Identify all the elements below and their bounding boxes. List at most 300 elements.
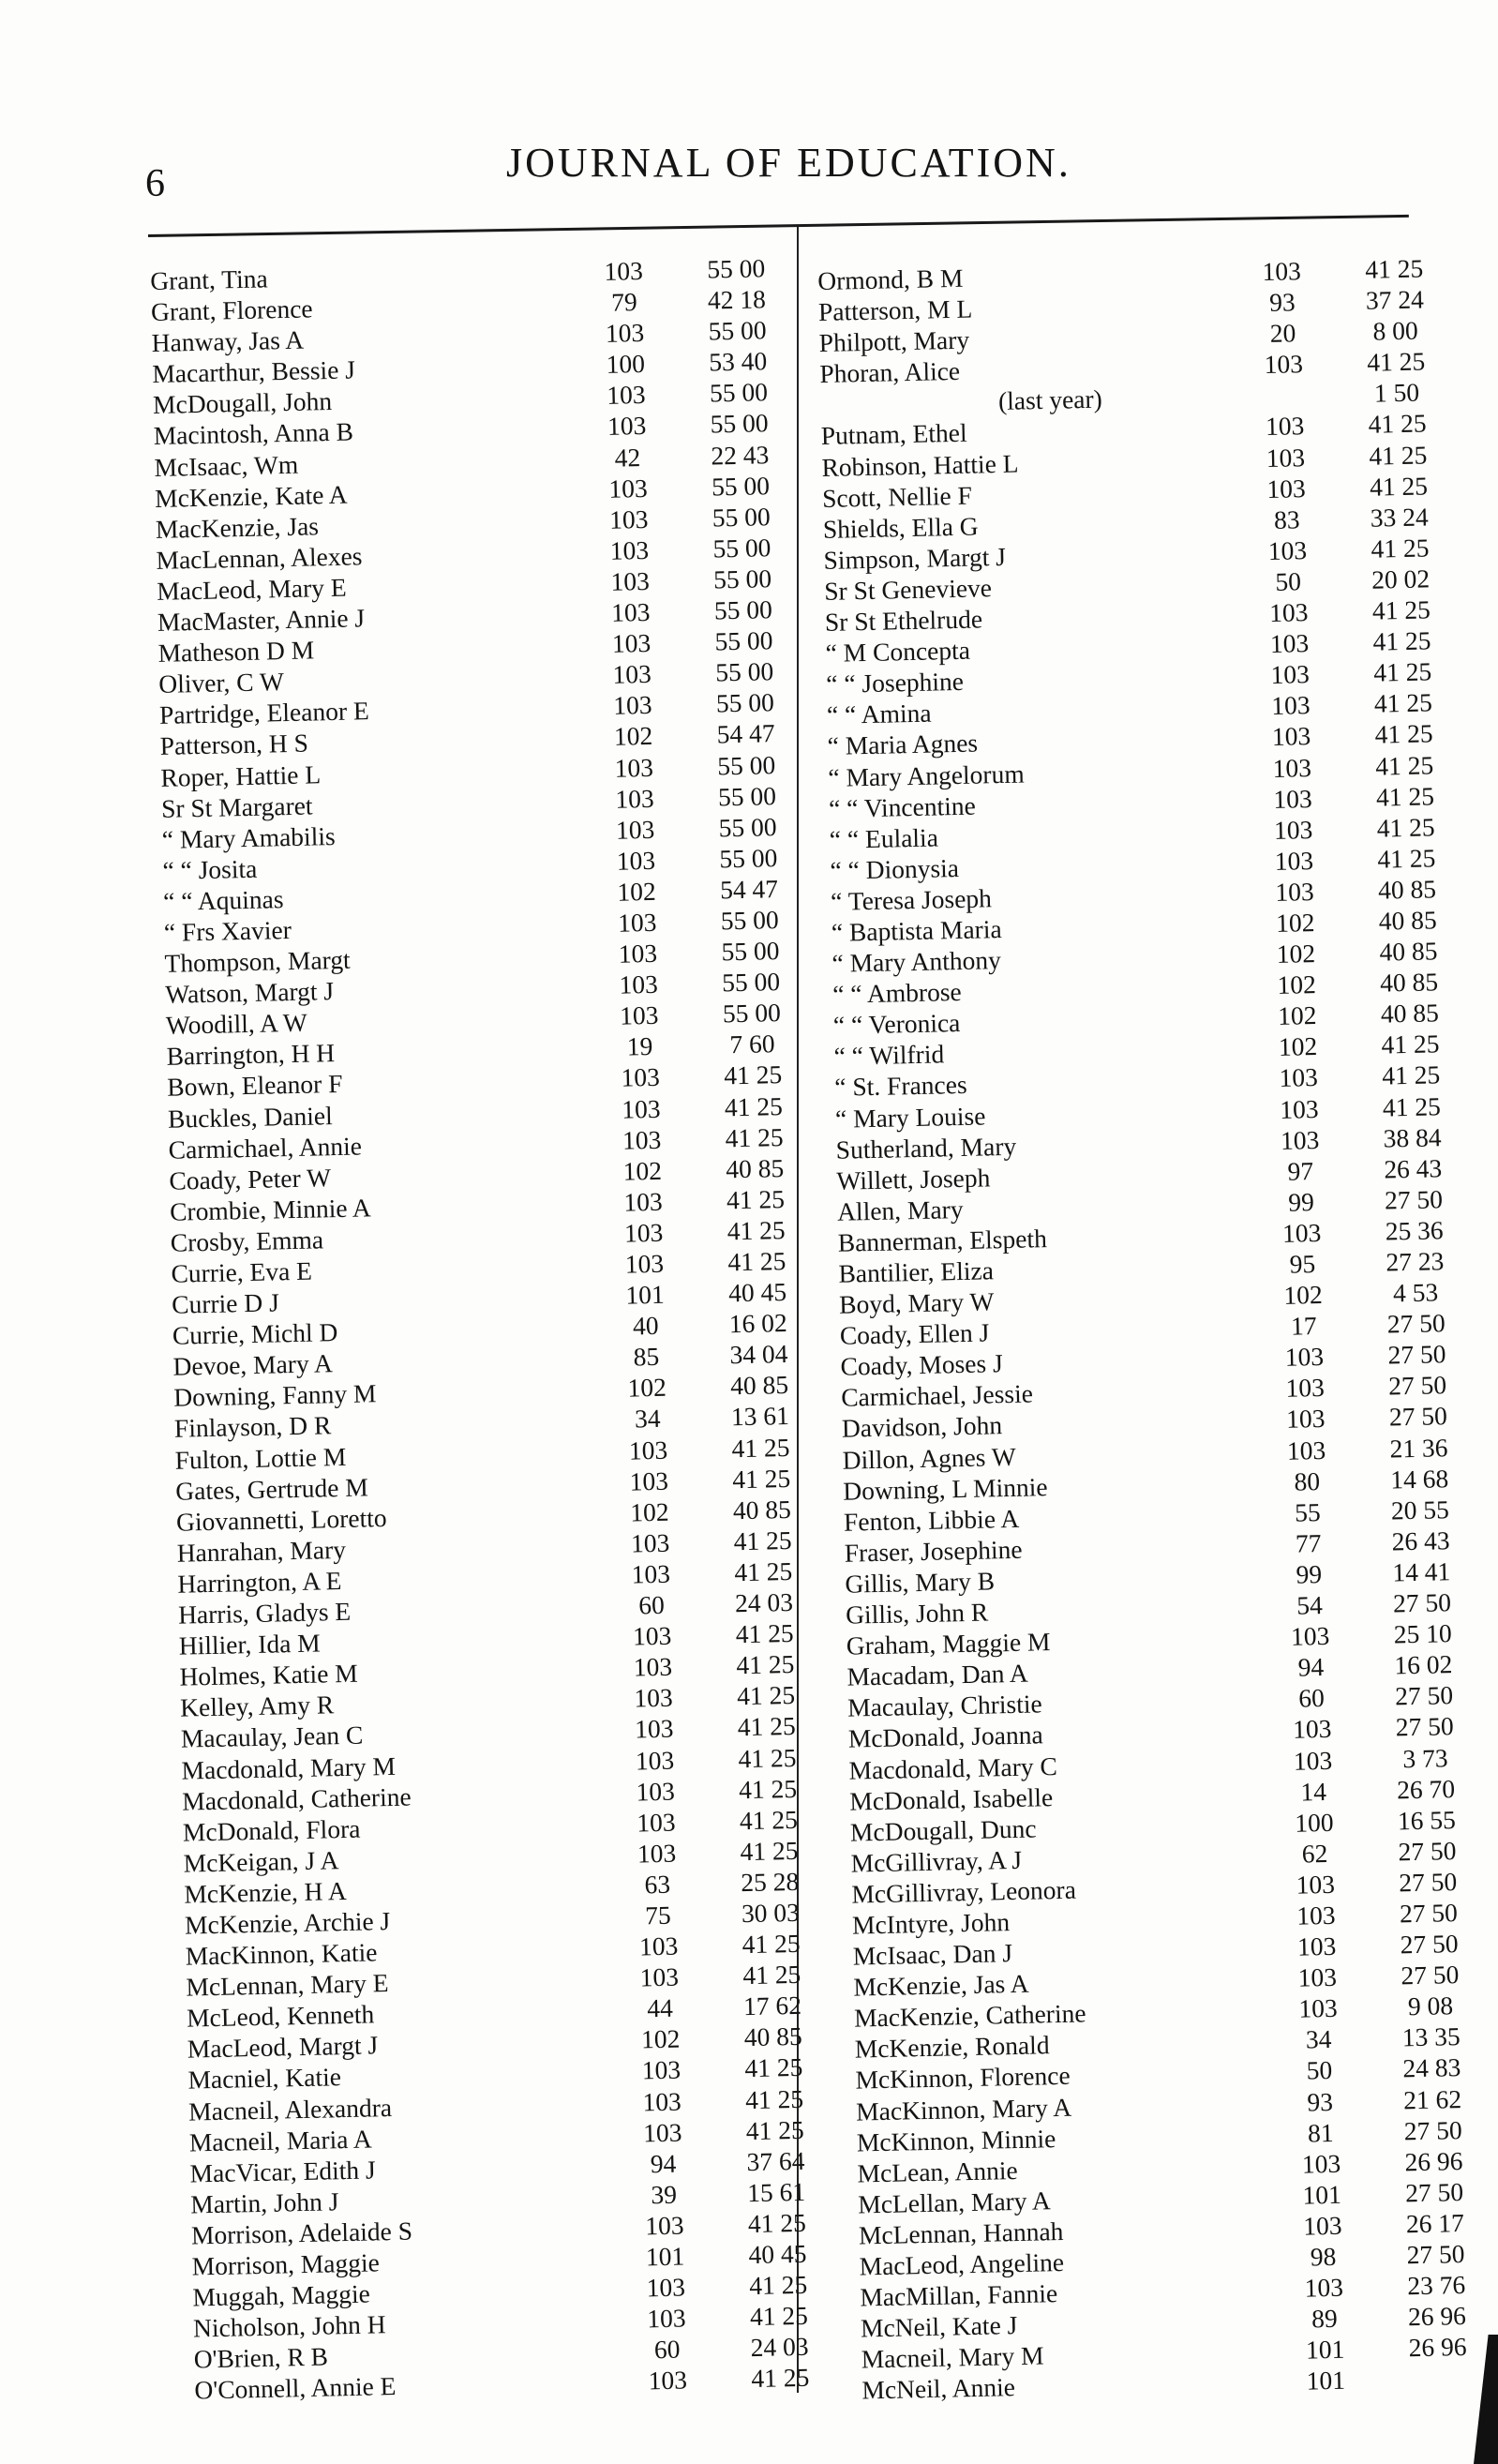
entry-days: 103: [611, 628, 652, 658]
entry-amount: 41 25: [740, 1835, 799, 1866]
entry-days: 101: [645, 2241, 685, 2272]
entry-name: McLellan, Mary A: [857, 2186, 1052, 2219]
entry-days: 103: [1296, 1931, 1337, 1961]
entry-days: 63: [644, 1869, 671, 1900]
entry-amount: 41 25: [1369, 471, 1429, 502]
entry-days: 60: [1298, 1683, 1326, 1713]
entry-days: 34: [1305, 2024, 1332, 2054]
entry-name: McKenzie, H A: [184, 1875, 348, 1909]
entry-days: 103: [617, 907, 657, 938]
entry-days: 103: [1279, 1093, 1319, 1124]
entry-days: 102: [1276, 939, 1316, 969]
entry-name: McKenzie, Jas A: [853, 1968, 1029, 2002]
entry-days: 103: [1297, 1961, 1338, 1992]
entry-name: Martin, John J: [189, 2186, 339, 2219]
entry-days: 103: [619, 969, 659, 999]
entry-name: Dillon, Agnes W: [842, 1441, 1017, 1475]
entry-name: “ Maria Agnes: [827, 728, 979, 761]
entry-days: 103: [1273, 783, 1312, 814]
entry-days: 102: [1278, 1031, 1318, 1062]
entry-amount: 55 00: [711, 470, 771, 502]
entry-amount: 41 25: [723, 1059, 783, 1090]
entry-name: Woodill, A W: [165, 1007, 308, 1041]
entry-name: Bantilier, Eliza: [838, 1255, 995, 1288]
entry-name: Grant, Florence: [150, 293, 313, 327]
entry-name: Coady, Peter W: [169, 1162, 332, 1195]
entry-amount: 41 25: [742, 1928, 801, 1960]
entry-amount: 38 84: [1383, 1121, 1442, 1153]
entry-amount: 53 40: [709, 346, 768, 377]
entry-amount: 24 83: [1402, 2052, 1461, 2083]
entry-days: 103: [604, 255, 644, 286]
entry-days: 89: [1311, 2304, 1339, 2334]
entry-days: 103: [641, 2055, 682, 2085]
right-column-list: [817, 253, 1498, 2407]
entry-days: 50: [1306, 2055, 1333, 2085]
entry-amount: 41 25: [1364, 253, 1424, 284]
entry-name: McLennan, Hannah: [858, 2216, 1064, 2250]
entry-amount: 3 73: [1402, 1742, 1448, 1773]
entry-amount: 40 85: [732, 1494, 792, 1525]
entry-amount: 55 00: [714, 625, 773, 656]
entry-name: “ St. Frances: [834, 1070, 967, 1103]
entry-days: 103: [1279, 1062, 1319, 1093]
entry-days: 19: [626, 1031, 653, 1061]
entry-name: Philpott, Mary: [818, 324, 970, 358]
entry-days: 103: [1301, 2148, 1341, 2179]
entry-amount: 41 25: [733, 1525, 792, 1556]
entry-amount: 27 50: [1399, 1898, 1459, 1929]
entry-days: 103: [607, 411, 647, 442]
entry-amount: 41 25: [727, 1246, 786, 1277]
entry-amount: 7 60: [729, 1029, 775, 1059]
entry-name: Macneil, Mary M: [861, 2340, 1044, 2374]
entry-days: 103: [1266, 473, 1307, 503]
entry-days: 103: [610, 565, 651, 596]
entry-amount: 41 25: [1375, 780, 1435, 812]
entry-name: Nicholson, John H: [192, 2309, 386, 2343]
entry-name: Crosby, Emma: [170, 1224, 324, 1257]
entry-name: Patterson, M L: [817, 293, 973, 327]
entry-amount: 55 00: [720, 905, 779, 936]
entry-amount: 25 10: [1393, 1618, 1452, 1649]
entry-amount: 41 25: [726, 1183, 786, 1215]
entry-days: 103: [612, 659, 652, 689]
entry-name: MacKenzie, Catherine: [853, 1998, 1086, 2033]
entry-name: “ Frs Xavier: [163, 914, 292, 947]
entry-name: Macneil, Maria A: [188, 2124, 372, 2157]
entry-days: 103: [1302, 2210, 1342, 2241]
entry-amount: 22 43: [711, 439, 770, 471]
entry-amount: 26 96: [1404, 2145, 1463, 2177]
entry-days: 103: [1268, 597, 1309, 628]
entry-amount: 41 25: [736, 1649, 795, 1680]
entry-days: 62: [1301, 1838, 1328, 1869]
entry-amount: 41 25: [1373, 687, 1433, 718]
entry-days: 55: [1294, 1496, 1322, 1527]
entry-amount: 27 50: [1395, 1711, 1455, 1742]
entry-amount: 55 00: [721, 936, 780, 967]
entry-amount: 41 25: [1377, 843, 1436, 874]
entry-days: 60: [653, 2334, 681, 2365]
entry-amount: 40 45: [727, 1277, 787, 1308]
entry-days: 14: [1300, 1776, 1327, 1807]
entry-days: 103: [631, 1558, 671, 1589]
entry-days: 102: [1277, 969, 1317, 1000]
entry-name: Hanrahan, Mary: [176, 1534, 347, 1568]
entry-name: Downing, L Minnie: [843, 1471, 1048, 1506]
entry-name: Allen, Mary: [836, 1194, 964, 1226]
entry-days: 103: [1285, 1404, 1326, 1435]
entry-name: Currie D J: [171, 1287, 280, 1319]
entry-name: McDougall, John: [152, 386, 333, 420]
entry-days: 103: [1296, 1900, 1336, 1931]
entry-days: 103: [1292, 1714, 1332, 1745]
entry-name: McIsaac, Wm: [154, 449, 299, 482]
entry-amount: 41 25: [724, 1090, 784, 1121]
entry-name: “ Mary Angelorum: [828, 759, 1025, 792]
entry-amount: 17 62: [742, 1991, 802, 2021]
entry-days: 103: [636, 1776, 676, 1807]
entry-amount: 41 25: [747, 2207, 807, 2239]
entry-days: 103: [642, 2117, 682, 2148]
entry-name: Downing, Fanny M: [172, 1378, 377, 1413]
entry-name: Watson, Margt J: [164, 976, 335, 1009]
entry-days: 103: [1265, 411, 1305, 442]
entry-days: 101: [1302, 2179, 1342, 2210]
entry-days: 103: [648, 2365, 688, 2396]
entry-amount: 41 25: [727, 1214, 786, 1246]
entry-name: MacVicar, Edith J: [189, 2155, 376, 2188]
entry-name: MacKenzie, Jas: [155, 511, 320, 544]
entry-amount: 21 36: [1389, 1432, 1448, 1464]
entry-amount: 9 08: [1407, 1991, 1454, 2021]
entry-days: 103: [639, 1961, 680, 1992]
entry-days: 103: [1285, 1373, 1326, 1404]
entry-amount: 41 25: [751, 2363, 810, 2394]
entry-name: Simpson, Margt J: [823, 541, 1007, 575]
entry-amount: 41 25: [744, 2083, 804, 2114]
entry-amount: 41 25: [725, 1121, 784, 1152]
entry-amount: 33 24: [1370, 502, 1429, 533]
entry-amount: 55 00: [708, 315, 767, 346]
entry-days: 103: [1290, 1621, 1330, 1651]
entry-name: Oliver, C W: [158, 667, 285, 699]
entry-days: 103: [1272, 752, 1312, 783]
entry-name: Fraser, Josephine: [844, 1534, 1023, 1568]
entry-days: 103: [1281, 1217, 1322, 1248]
entry-name: Macadam, Dan A: [846, 1658, 1028, 1691]
entry-amount: 55 00: [717, 780, 777, 812]
entry-amount: 55 00: [719, 842, 778, 874]
entry-days: 103: [1267, 534, 1308, 565]
entry-days: 103: [614, 752, 654, 783]
entry-amount: 26 17: [1405, 2207, 1465, 2239]
entry-days: 103: [622, 1124, 662, 1155]
entry-name: O'Brien, R B: [193, 2341, 329, 2374]
entry-amount: 41 25: [1371, 533, 1430, 563]
entry-amount: 41 25: [734, 1555, 793, 1587]
journal-title: JOURNAL OF EDUCATION.: [506, 140, 1071, 186]
entry-days: 103: [1274, 845, 1314, 876]
entry-days: 103: [612, 690, 652, 721]
entry-days: 99: [1296, 1558, 1323, 1589]
entry-name: Kelley, Amy R: [179, 1690, 335, 1722]
entry-amount: 55 00: [714, 656, 774, 687]
entry-amount: 15 61: [746, 2176, 806, 2207]
entry-name: Fulton, Lottie M: [174, 1441, 347, 1475]
entry-amount: 41 25: [731, 1463, 791, 1494]
entry-name: Macniel, Katie: [187, 2062, 342, 2096]
entry-days: 100: [606, 349, 646, 380]
entry-name: McLean, Annie: [857, 2155, 1018, 2188]
entry-amount: 55 00: [717, 749, 776, 780]
entry-name: McGillivray, Leonora: [851, 1874, 1077, 1909]
entry-amount: 41 25: [1367, 346, 1426, 378]
entry-days: 100: [1294, 1807, 1334, 1838]
entry-days: 103: [637, 1838, 677, 1869]
entry-amount: 41 25: [736, 1680, 796, 1711]
entry-name: Partridge, Eleanor E: [158, 696, 370, 730]
entry-name: McKeigan, J A: [183, 1844, 339, 1878]
entry-days: 103: [646, 2272, 686, 2303]
entry-amount: 13 61: [730, 1401, 790, 1432]
entry-amount: 27 50: [1387, 1370, 1447, 1401]
entry-name: Devoe, Mary A: [172, 1348, 334, 1382]
entry-name: Morrison, Maggie: [191, 2247, 381, 2281]
entry-amount: 27 50: [1386, 1308, 1446, 1339]
entry-amount: 41 25: [748, 2269, 808, 2301]
entry-amount: 24 03: [734, 1586, 794, 1618]
entry-name: Scott, Nellie F: [821, 480, 973, 513]
entry-name: Coady, Moses J: [840, 1348, 1004, 1382]
entry-name: “ Mary Anthony: [831, 945, 1002, 978]
entry-days: 102: [627, 1373, 667, 1403]
entry-days: 97: [1287, 1155, 1314, 1186]
entry-name: Giovannetti, Loretto: [175, 1502, 387, 1537]
entry-days: 103: [1273, 814, 1313, 845]
entry-name: Harrington, A E: [177, 1565, 342, 1599]
entry-amount: 55 00: [721, 967, 781, 998]
entry-name: “ “ Amina: [826, 698, 932, 730]
entry-amount: 55 00: [706, 253, 766, 284]
entry-name: Harris, Gladys E: [177, 1596, 352, 1630]
entry-days: 103: [621, 1093, 661, 1124]
entry-days: 39: [651, 2179, 678, 2210]
entry-amount: 41 25: [1382, 1090, 1442, 1122]
entry-name: Macdonald, Catherine: [181, 1781, 412, 1816]
entry-name: MacMaster, Annie J: [157, 603, 366, 637]
entry-name: Sr St Ethelrude: [824, 604, 983, 637]
entry-name: Currie, Michl D: [172, 1317, 338, 1350]
entry-name: Macneil, Alexandra: [187, 2092, 393, 2126]
entry-name: Shields, Ella G: [822, 511, 979, 544]
entry-name: MacLeod, Angeline: [859, 2246, 1065, 2281]
entry-amount: 41 25: [749, 2300, 809, 2332]
entry-amount: 30 03: [741, 1897, 801, 1929]
entry-days: 103: [618, 938, 658, 969]
entry-amount: 27 50: [1403, 2114, 1463, 2145]
entry-days: 44: [646, 1992, 674, 2023]
entry-name: Hillier, Ida M: [178, 1628, 321, 1660]
entry-name: McLennan, Mary E: [186, 1968, 389, 2002]
entry-days: 103: [624, 1248, 665, 1279]
entry-amount: 24 03: [750, 2332, 809, 2363]
entry-days: 103: [1275, 876, 1315, 907]
entry-name: Currie, Eva E: [171, 1255, 313, 1288]
entry-days: 20: [1269, 318, 1296, 349]
entry-amount: 27 50: [1398, 1866, 1458, 1898]
entry-days: 54: [1296, 1590, 1324, 1620]
entry-amount: 55 00: [718, 811, 777, 843]
entry-amount: 25 28: [740, 1866, 800, 1898]
entry-name: Boyd, Mary W: [838, 1286, 995, 1319]
entry-name: MacKinnon, Katie: [185, 1937, 378, 1971]
entry-days: 85: [633, 1342, 660, 1372]
entry-amount: 26 70: [1396, 1773, 1456, 1804]
entry-days: 103: [635, 1745, 675, 1776]
entry-amount: 55 00: [710, 408, 769, 439]
entry-name: Macdonald, Mary C: [848, 1750, 1058, 1785]
entry-name: Sr St Genevieve: [823, 573, 993, 606]
entry-days: 50: [1275, 566, 1302, 596]
entry-amount: 41 25: [742, 1960, 801, 1991]
entry-amount: 27 50: [1406, 2239, 1465, 2270]
entry-amount: 55 00: [712, 501, 771, 533]
entry-name: Carmichael, Jessie: [840, 1378, 1034, 1413]
entry-amount: 34 04: [729, 1339, 788, 1370]
entry-days: 93: [1268, 287, 1296, 318]
entry-amount: 41 25: [1369, 439, 1428, 471]
entry-amount: 14 68: [1389, 1463, 1449, 1495]
entry-days: 103: [608, 473, 649, 503]
entry-days: 103: [623, 1186, 663, 1217]
entry-name: “ “ Vincentine: [828, 790, 977, 823]
entry-amount: 27 50: [1388, 1401, 1448, 1432]
entry-days: 103: [619, 1000, 659, 1030]
entry-amount: 40 85: [1379, 967, 1439, 998]
entry-days: 103: [610, 596, 651, 627]
entry-name: Ormond, B M: [817, 263, 964, 295]
entry-days: 101: [625, 1279, 666, 1310]
entry-amount: 16 55: [1397, 1804, 1457, 1836]
entry-amount: 40 85: [1379, 936, 1438, 967]
entry-amount: 40 85: [729, 1370, 789, 1401]
entry-amount: 41 25: [1376, 812, 1435, 843]
entry-amount: 40 45: [748, 2238, 807, 2270]
entry-name: Macdonald, Mary M: [181, 1750, 397, 1785]
entry-amount: 41 25: [745, 2114, 805, 2145]
entry-name: Sr St Margaret: [160, 790, 313, 823]
entry-amount: 26 96: [1407, 2301, 1467, 2332]
entry-name: McIntyre, John: [851, 1907, 1011, 1940]
entry-name: McKenzie, Archie J: [184, 1905, 391, 1940]
entry-name: Bannerman, Elspeth: [837, 1224, 1048, 1257]
entry-amount: 27 50: [1392, 1587, 1452, 1618]
entry-name: McIsaac, Dan J: [852, 1938, 1013, 1971]
entry-days: 103: [629, 1465, 669, 1496]
entry-name: Matheson D M: [157, 635, 315, 669]
entry-amount: 41 25: [1371, 594, 1431, 625]
entry-days: 103: [1269, 628, 1310, 659]
entry-days: 103: [1284, 1342, 1325, 1373]
entry-days: 103: [632, 1620, 672, 1651]
entry-name: “ Teresa Joseph: [830, 883, 993, 916]
entry-days: 103: [634, 1714, 674, 1744]
entry-amount: 37 24: [1365, 284, 1425, 315]
entry-days: 60: [637, 1589, 666, 1620]
entry-name: McDonald, Isabelle: [848, 1781, 1054, 1816]
entry-name: Macaulay, Christie: [846, 1689, 1042, 1722]
entry-amount: 37 64: [746, 2145, 805, 2176]
entry-amount: 41 25: [731, 1432, 790, 1463]
entry-name: “ “ Josita: [162, 853, 258, 885]
entry-days: 103: [1270, 659, 1311, 690]
entry-name: “ M Concepta: [825, 635, 971, 669]
entry-days: 103: [642, 2086, 682, 2116]
entry-name: Thompson, Margt: [164, 944, 351, 978]
entry-days: 103: [605, 318, 645, 349]
entry-days: 102: [629, 1496, 669, 1527]
entry-amount: 27 50: [1404, 2176, 1464, 2208]
entry-days: 103: [1266, 442, 1306, 473]
entry-days: 103: [623, 1217, 664, 1248]
entry-days: 102: [640, 2023, 681, 2054]
entry-name: McDougall, Dunc: [849, 1813, 1037, 1847]
entry-days: 102: [617, 876, 657, 907]
entry-name: Finlayson, D R: [173, 1410, 332, 1444]
entry-amount: 54 47: [716, 718, 775, 749]
entry-name: MacMillan, Fannie: [860, 2278, 1058, 2312]
entry-name: MacKinnon, Mary A: [855, 2092, 1072, 2126]
entry-days: 103: [630, 1527, 670, 1558]
entry-amount: 41 25: [737, 1711, 797, 1742]
entry-days: 99: [1287, 1186, 1315, 1217]
entry-days: 102: [1275, 908, 1315, 938]
entry-name: McLeod, Kenneth: [186, 1999, 375, 2033]
entry-name: Morrison, Adelaide S: [190, 2216, 413, 2250]
entry-name: McDonald, Flora: [182, 1813, 361, 1847]
entry-amount: 13 35: [1401, 2021, 1461, 2052]
entry-amount: 26 43: [1391, 1525, 1450, 1556]
entry-name: “ “ Dionysia: [830, 852, 960, 885]
entry-name: Hanway, Jas A: [151, 324, 305, 358]
entry-amount: 21 62: [1402, 2083, 1462, 2114]
entry-days: 103: [621, 1062, 661, 1093]
entry-amount: 20 02: [1371, 563, 1431, 594]
entry-name: Coady, Ellen J: [839, 1317, 990, 1350]
entry-amount: 55 00: [712, 533, 771, 563]
entry-days: 103: [1293, 1745, 1333, 1776]
entry-days: 103: [1304, 2272, 1344, 2303]
entry-name: “ Baptista Maria: [831, 914, 1002, 947]
entry-days: 101: [1305, 2334, 1345, 2365]
entry-name: Sutherland, Mary: [835, 1131, 1017, 1164]
entry-amount: 40 85: [726, 1152, 785, 1184]
entry-amount: 41 25: [1372, 656, 1432, 687]
entry-amount: 27 50: [1400, 1929, 1459, 1960]
entry-days: 94: [650, 2148, 677, 2178]
entry-name: (last year): [997, 384, 1103, 416]
entry-name: Roper, Hattie L: [160, 759, 322, 792]
entry-name: “ “ Wilfrid: [833, 1039, 945, 1072]
entry-name: Gates, Gertrude M: [175, 1472, 369, 1506]
entry-days: 103: [636, 1807, 676, 1838]
entry-amount: 41 25: [1375, 749, 1434, 781]
entry-amount: 55 00: [722, 998, 782, 1029]
entry-amount: 55 00: [713, 594, 773, 625]
entry-amount: 42 18: [707, 284, 767, 315]
